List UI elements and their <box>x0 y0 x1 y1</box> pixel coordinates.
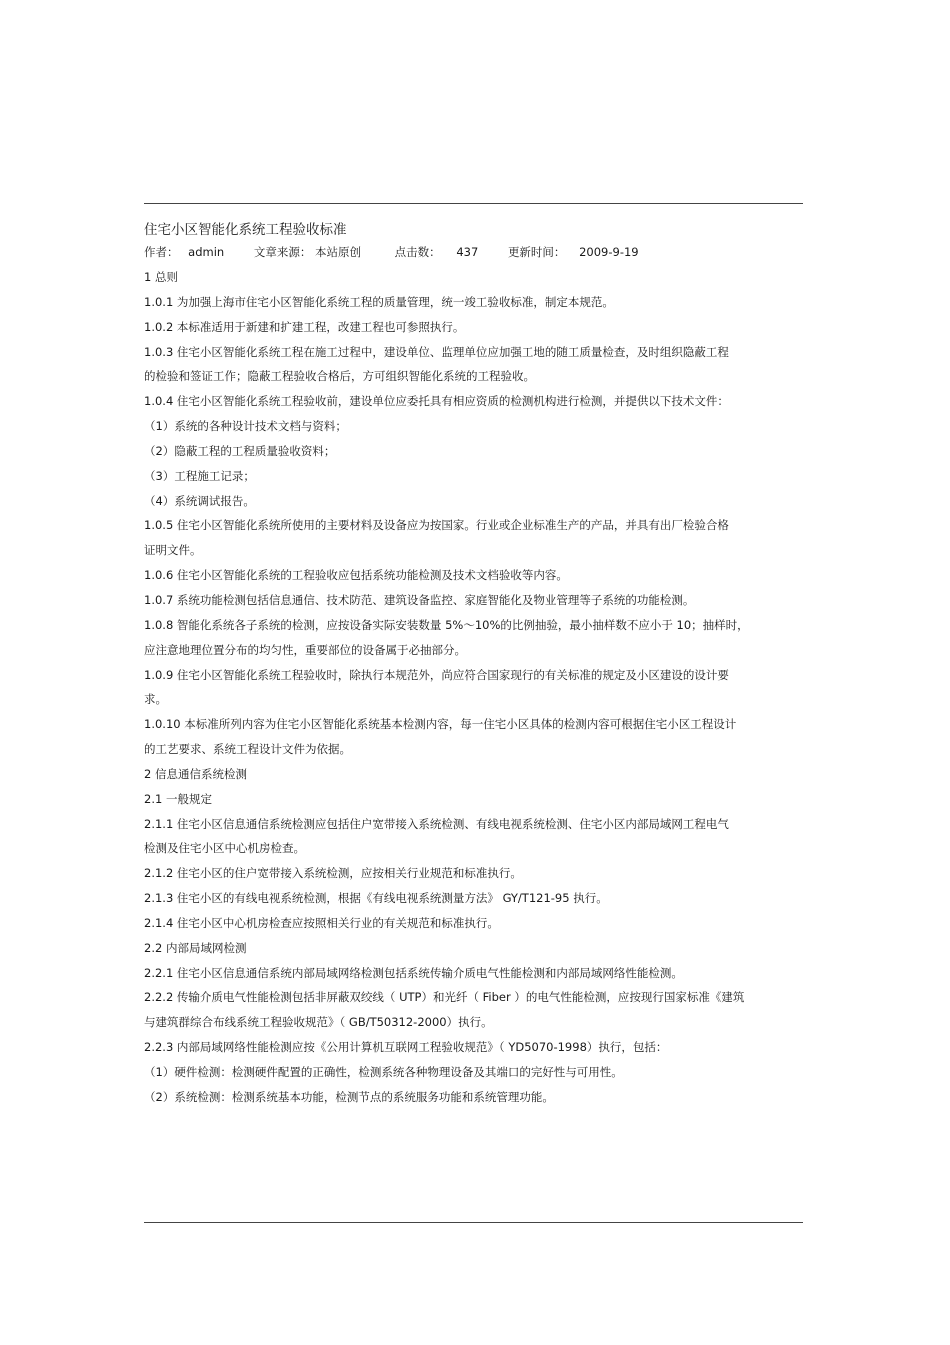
updated-label: 更新时间： <box>507 245 566 259</box>
body-line: 1.0.4 住宅小区智能化系统工程验收前，建设单位应委托具有相应资质的检测机构进行检测，并提供以下技术文件： <box>144 394 729 409</box>
body-line: （3）工程施工记录； <box>144 468 255 483</box>
body-line: 与建筑群综合布线系统工程验收规范》（ GB/T50312-2000）执行。 <box>144 1015 493 1030</box>
body-line: 的检验和签证工作；隐蔽工程验收合格后，方可组织智能化系统的工程验收。 <box>144 369 535 384</box>
body-line: （1）系统的各种设计技术文档与资料； <box>144 419 347 434</box>
document-title: 住宅小区智能化系统工程验收标准 <box>144 222 347 238</box>
clicks-value: 437 <box>456 245 479 259</box>
body-line: 2 信息通信系统检测 <box>144 766 247 781</box>
document-body <box>144 269 794 1114</box>
article-meta <box>144 244 639 260</box>
body-line: （4）系统调试报告。 <box>144 493 255 508</box>
body-line: 2.2.1 住宅小区信息通信系统内部局域网络检测包括系统传输介质电气性能检测和内部局域网络性能检测。 <box>144 965 683 980</box>
body-line: 2.2.3 内部局域网络性能检测应按《公用计算机互联网工程验收规范》（ YD5070-1998）执行，包括： <box>144 1040 668 1055</box>
body-line: 检测及住宅小区中心机房检查。 <box>144 841 305 856</box>
body-line: 2.2.2 传输介质电气性能检测包括非屏蔽双绞线（ UTP）和光纤（ Fiber ）的电气性能检测，应按现行国家标准《建筑 <box>144 990 745 1005</box>
body-line: 证明文件。 <box>144 543 202 558</box>
body-line: 2.1.1 住宅小区信息通信系统检测应包括住户宽带接入系统检测、有线电视系统检测、住宅小区内部局域网工程电气 <box>144 816 729 831</box>
body-line: 1.0.10 本标准所列内容为住宅小区智能化系统基本检测内容，每一住宅小区具体的检测内容可根据住宅小区工程设计 <box>144 717 737 732</box>
body-line: 2.1.4 住宅小区中心机房检查应按照相关行业的有关规范和标准执行。 <box>144 915 499 930</box>
body-line: （2）隐蔽工程的工程质量验收资料； <box>144 443 336 458</box>
body-line: 2.1.2 住宅小区的住户宽带接入系统检测，应按相关行业规范和标准执行。 <box>144 866 522 881</box>
body-line: 1.0.2 本标准适用于新建和扩建工程，改建工程也可参照执行。 <box>144 319 465 334</box>
body-line: 2.2 内部局域网检测 <box>144 940 247 955</box>
body-line: （2）系统检测：检测系统基本功能，检测节点的系统服务功能和系统管理功能。 <box>144 1089 554 1104</box>
author-value: admin <box>188 245 225 259</box>
source-value: 本站原创 <box>315 245 362 259</box>
body-line: 1.0.5 住宅小区智能化系统所使用的主要材料及设备应为按国家。行业或企业标准生产的产品，并具有出厂检验合格 <box>144 518 729 533</box>
body-line: 1.0.9 住宅小区智能化系统工程验收时，除执行本规范外，尚应符合国家现行的有关标准的规定及小区建设的设计要 <box>144 667 729 682</box>
body-line: 应注意地理位置分布的均匀性，重要部位的设备属于必抽部分。 <box>144 642 466 657</box>
header-rule <box>144 203 803 204</box>
body-line: 1.0.3 住宅小区智能化系统工程在施工过程中，建设单位、监理单位应加强工地的随工质量检查，及时组织隐蔽工程 <box>144 344 729 359</box>
body-line: 1.0.1 为加强上海市住宅小区智能化系统工程的质量管理，统一竣工验收标准，制定本规范。 <box>144 294 614 309</box>
body-line: 2.1 一般规定 <box>144 791 212 806</box>
author-label: 作者： <box>144 245 179 259</box>
body-line: 1.0.8 智能化系统各子系统的检测，应按设备实际安装数量 5%～10%的比例抽验，最小抽样数不应小于 10；抽样时， <box>144 617 749 632</box>
body-line: 1.0.7 系统功能检测包括信息通信、技术防范、建筑设备监控、家庭智能化及物业管理等子系统的功能检测。 <box>144 592 695 607</box>
updated-value: 2009-9-19 <box>579 245 639 259</box>
body-line: 求。 <box>144 692 167 707</box>
body-line: 2.1.3 住宅小区的有线电视系统检测，根据《有线电视系统测量方法》 GY/T121-95 执行。 <box>144 891 608 906</box>
body-line: （1）硬件检测：检测硬件配置的正确性，检测系统各种物理设备及其端口的完好性与可用性。 <box>144 1065 623 1079</box>
footer-rule <box>144 1222 803 1223</box>
body-line: 的工艺要求、系统工程设计文件为依据。 <box>144 742 351 757</box>
body-line: 1.0.6 住宅小区智能化系统的工程验收应包括系统功能检测及技术文档验收等内容。 <box>144 568 568 583</box>
clicks-label: 点击数： <box>394 245 441 259</box>
body-line: 1 总则 <box>144 270 178 284</box>
source-label: 文章来源： <box>253 245 312 259</box>
